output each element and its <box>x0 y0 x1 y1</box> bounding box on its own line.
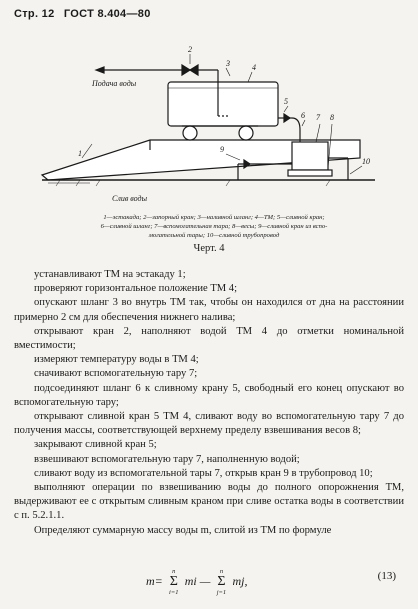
paragraph: открывают сливной кран 5 ТМ 4, сливают воду во вспомогательную тару 7 до получения массы, соответствующей верхнему пределу взвешивания весов 8; <box>14 411 404 437</box>
paragraph: открывают кран 2, наполняют водой ТМ 4 до отметки номинальной вместимости; <box>14 325 404 352</box>
standard-number: ГОСТ 8.404—80 <box>63 8 151 20</box>
paragraph: устанавливают ТМ на эстакаду 1; <box>34 269 186 280</box>
figure-title: Черт. 4 <box>193 243 225 254</box>
paragraph: измеряют температуру воды в ТМ 4; <box>34 354 199 366</box>
sum-upper-limit: n <box>219 568 224 575</box>
formula-minus: — <box>199 573 211 588</box>
paragraph: сначивают вспомогательную тару 7; <box>34 368 198 380</box>
formula-13 <box>0 556 418 596</box>
label-4: 4 <box>252 63 256 72</box>
wheel <box>239 126 253 140</box>
outlet-label: Слив воды <box>112 194 148 203</box>
drain-valve <box>284 114 290 122</box>
paragraph: проверяют горизонтальное положение ТМ 4; <box>34 283 238 295</box>
label-8: 8 <box>330 113 334 122</box>
label-10: 10 <box>362 157 370 166</box>
installation-diagram <box>30 40 390 210</box>
formula-lhs: m= <box>146 573 163 588</box>
sum-symbol <box>166 568 182 596</box>
figure-caption <box>44 213 384 240</box>
formula-term: mj, <box>232 573 248 588</box>
sigma-glyph: Σ <box>217 574 226 589</box>
label-7: 7 <box>316 113 320 122</box>
auxiliary-container <box>292 142 328 170</box>
label-1: 1 <box>78 149 82 158</box>
label-2: 2 <box>188 45 192 54</box>
sum-upper-limit: n <box>172 568 176 575</box>
page-header <box>14 8 157 20</box>
equation-number: (13) <box>377 570 396 582</box>
paragraph: опускают шланг 3 во внутрь ТМ так, чтобы он находился от дна на расстоянии примерно 2 см для обеспечения нижнего налива; <box>14 297 404 323</box>
label-9: 9 <box>220 145 224 154</box>
shutoff-valve <box>182 65 190 75</box>
paragraph: взвешивают вспомогательную тару 7, наполненную водой; <box>34 453 300 465</box>
label-6: 6 <box>301 111 305 120</box>
wheel <box>183 126 197 140</box>
paragraph: Определяют суммарную массу воды m, слитой из ТМ по формуле <box>34 524 332 536</box>
caption-line: могательной тары; 10—сливной трубопровод <box>148 232 280 239</box>
caption-line: 1—эстакада; 2—запорный кран; 3—наливной шланг; 4—ТМ; 5—сливной кран; <box>103 214 325 221</box>
page-label: Стр. 12 <box>14 8 55 20</box>
sum-symbol <box>213 568 229 596</box>
paragraph: подсоединяют шланг 6 к сливному крану 5, свободный его конец опускают во вспомогательную тару; <box>14 382 404 408</box>
procedure-text <box>14 268 404 538</box>
sum-lower-limit: i=1 <box>169 589 179 596</box>
formula-term: mi <box>184 573 197 588</box>
tank <box>168 82 278 126</box>
sum-lower-limit: j=1 <box>216 589 227 596</box>
sigma-glyph: Σ <box>169 574 178 589</box>
label-5: 5 <box>284 97 288 106</box>
paragraph: закрывают сливной кран 5; <box>34 439 157 451</box>
scales <box>288 170 332 176</box>
label-3: 3 <box>226 59 230 68</box>
inlet-label: Подача воды <box>92 79 137 88</box>
paragraph: выполняют операции по взвешиванию воды до полного опорожнения ТМ, выдерживают ее с открытым сливным краном при сливе остатка воды в соответствии с п. 5.2.1.1. <box>14 482 404 522</box>
formula-expression <box>146 568 247 596</box>
caption-line: 6—сливной шланг; 7—вспомогательная тара; 8—весы; 9—сливной кран из вспо- <box>100 223 328 230</box>
paragraph: сливают воду из вспомогательной тары 7, открыв кран 9 в трубопровод 10; <box>34 467 373 479</box>
